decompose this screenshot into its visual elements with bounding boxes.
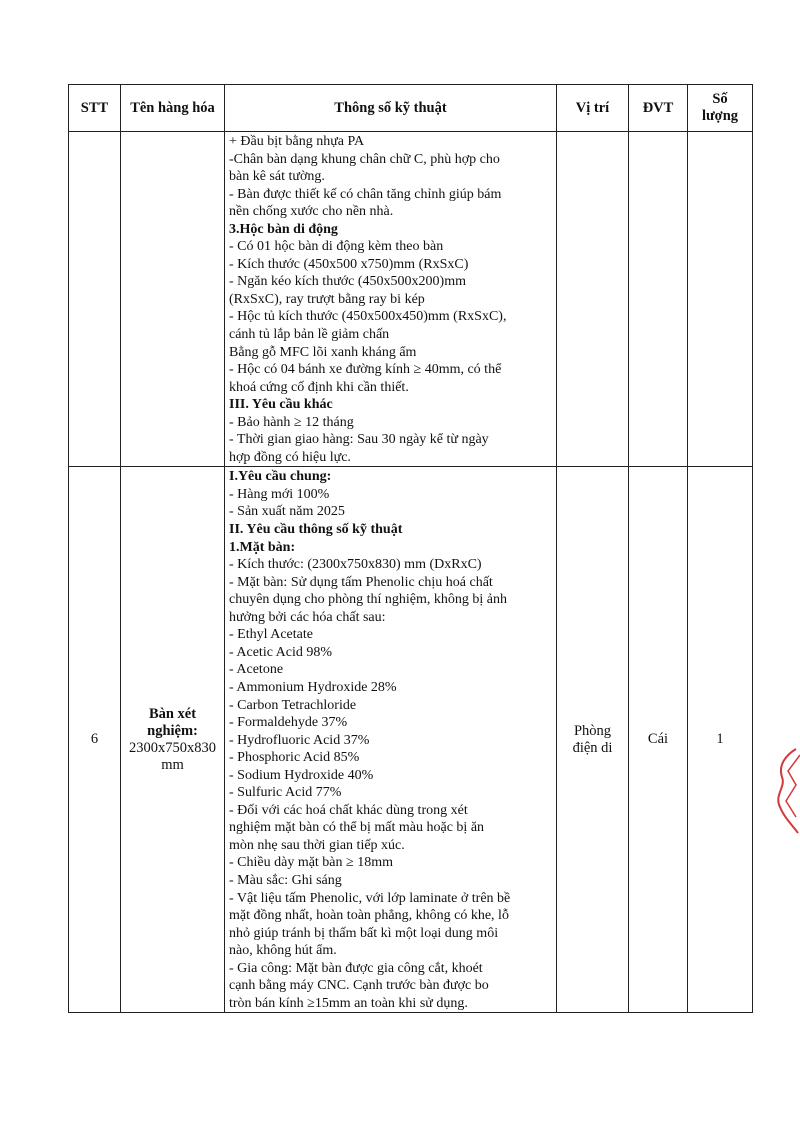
row6-spec-line: - Sản xuất năm 2025 xyxy=(229,504,345,520)
row_prev-spec-line: bàn kê sát tường. xyxy=(229,169,325,185)
spec-table xyxy=(68,84,753,1013)
row_prev-spec-line: Bằng gỗ MFC lõi xanh kháng ẩm xyxy=(229,344,417,360)
row6-stt: 6 xyxy=(69,467,121,1013)
row_prev-spec-line: - Hộc có 04 bánh xe đường kính ≥ 40mm, có thể xyxy=(229,362,502,378)
prev-dvt-cell xyxy=(629,132,688,467)
row6-spec-line: - Acetone xyxy=(229,662,284,678)
row6-spec-line: - Phosphoric Acid 85% xyxy=(229,750,360,766)
row6-vitri-line2: điện di xyxy=(572,739,613,756)
row_prev-spec-line: cánh tủ lắp bản lề giảm chấn xyxy=(229,327,390,343)
row6-spec-line: - Ammonium Hydroxide 28% xyxy=(229,679,397,695)
row6-spec-line: - Formaldehyde 37% xyxy=(229,715,348,731)
row_prev-spec-line: - Có 01 hộc bàn di động kèm theo bàn xyxy=(229,239,444,255)
row_prev-spec-line: - Bàn được thiết kế có chân tăng chỉnh giúp bám xyxy=(229,186,502,202)
header-vi-tri: Vị trí xyxy=(557,85,629,132)
row_prev-spec-line: - Thời gian giao hàng: Sau 30 ngày kể từ ngày xyxy=(229,432,489,448)
row_prev-spec-line: nền chống xước cho nền nhà. xyxy=(229,204,394,220)
row6-spec-line: - Hàng mới 100% xyxy=(229,486,330,502)
row6-name-line2: nghiệm: xyxy=(147,722,198,739)
row6-so-luong: 1 xyxy=(688,467,753,1013)
row6-spec-line: nghiệm mặt bàn có thể bị mất màu hoặc bị ăn xyxy=(229,820,485,836)
row_prev-spec-line: 3.Hộc bàn di động xyxy=(229,221,338,237)
row6-spec-line: mặt đồng nhất, hoàn toàn phẳng, không có khe, lỗ xyxy=(229,908,509,924)
row6-spec-line: - Gia công: Mặt bàn được gia công cắt, khoét xyxy=(229,960,483,976)
row_prev-spec-line: khoá cứng cố định khi cần thiết. xyxy=(229,379,409,395)
row_prev-spec-line: (RxSxC), ray trượt bằng ray bi kép xyxy=(229,291,425,307)
prev-soluong-cell xyxy=(688,132,753,467)
header-so-luong-line1: Số xyxy=(712,91,728,107)
header-so-luong-line2: lượng xyxy=(701,108,739,124)
row_prev-spec-line: -Chân bàn dạng khung chân chữ C, phù hợp cho xyxy=(229,151,500,167)
row6-name-line3: 2300x750x830 xyxy=(129,739,216,756)
prev-name-cell xyxy=(121,132,225,467)
header-ten-hang-hoa: Tên hàng hóa xyxy=(121,85,225,132)
row6-spec-line: 1.Mặt bàn: xyxy=(229,539,296,555)
row6-spec-line: - Chiều dày mặt bàn ≥ 18mm xyxy=(229,855,393,871)
row6-name-line4: mm xyxy=(161,756,184,773)
row6-spec-line: - Hydrofluoric Acid 37% xyxy=(229,732,370,748)
header-thong-so: Thông số kỹ thuật xyxy=(225,85,557,132)
row6-spec-lines xyxy=(225,467,556,1012)
header-row xyxy=(69,85,753,132)
row6-spec-line: - Màu sắc: Ghi sáng xyxy=(229,872,342,888)
row6-name-cell xyxy=(121,467,225,1013)
row6-spec-line: - Ethyl Acetate xyxy=(229,627,313,643)
row6-spec-line: nào, không hút ẩm. xyxy=(229,943,337,959)
row6-vitri-line1: Phòng xyxy=(573,722,612,739)
red-stamp-fragment xyxy=(766,745,800,835)
row6-spec-line: - Sulfuric Acid 77% xyxy=(229,785,342,801)
row6-spec-line: I.Yêu cầu chung: xyxy=(229,469,332,485)
row6-spec-line: mòn nhẹ sau thời gian tiếp xúc. xyxy=(229,837,405,853)
row6-vitri-cell xyxy=(557,467,629,1013)
row_prev-spec-line: - Ngăn kéo kích thước (450x500x200)mm xyxy=(229,274,467,290)
row6-spec-line: - Kích thước: (2300x750x830) mm (DxRxC) xyxy=(229,557,482,573)
row6-name-line1: Bàn xét xyxy=(148,705,197,722)
row_prev-spec-line: - Bảo hành ≥ 12 tháng xyxy=(229,414,354,430)
row_prev-spec-line: - Kích thước (450x500 x750)mm (RxSxC) xyxy=(229,256,469,272)
table-row-6 xyxy=(69,467,753,1013)
header-dvt: ĐVT xyxy=(629,85,688,132)
row6-spec-line: - Carbon Tetrachloride xyxy=(229,697,357,713)
row6-spec-line: - Vật liệu tấm Phenolic, với lớp laminate ở trên bề xyxy=(229,890,511,906)
row6-spec-line: hưởng bởi các hóa chất sau: xyxy=(229,609,386,625)
row6-spec-line: - Acetic Acid 98% xyxy=(229,644,333,660)
row6-spec-line: chuyên dụng cho phòng thí nghiệm, không bị ảnh xyxy=(229,592,508,608)
prev-stt-cell xyxy=(69,132,121,467)
row6-spec-line: tròn bán kính ≥15mm an toàn khi sử dụng. xyxy=(229,995,468,1011)
row6-spec-line: - Mặt bàn: Sử dụng tấm Phenolic chịu hoá chất xyxy=(229,574,493,590)
row_prev-spec-line: - Hộc tủ kích thước (450x500x450)mm (RxSxC), xyxy=(229,309,507,325)
row6-spec-cell xyxy=(225,467,557,1013)
prev-spec-cell xyxy=(225,132,557,467)
row_prev-spec-line: hợp đồng có hiệu lực. xyxy=(229,449,351,465)
row_prev-spec-line: + Đầu bịt bằng nhựa PA xyxy=(229,134,365,149)
header-stt: STT xyxy=(69,85,121,132)
row6-dvt: Cái xyxy=(629,467,688,1013)
row6-spec-line: - Sodium Hydroxide 40% xyxy=(229,767,374,783)
prev-vitri-cell xyxy=(557,132,629,467)
row6-spec-line: cạnh bằng máy CNC. Cạnh trước bàn được bo xyxy=(229,978,489,994)
prev-spec-lines xyxy=(225,132,556,466)
row6-spec-line: - Đối với các hoá chất khác dùng trong xét xyxy=(229,802,468,818)
table-row-prev xyxy=(69,132,753,467)
header-so-luong xyxy=(688,85,753,132)
row6-spec-line: II. Yêu cầu thông số kỹ thuật xyxy=(229,522,403,538)
row_prev-spec-line: III. Yêu cầu khác xyxy=(229,397,333,413)
row6-spec-line: nhỏ giúp tránh bị thấm bất kì một loại dung môi xyxy=(229,925,499,941)
